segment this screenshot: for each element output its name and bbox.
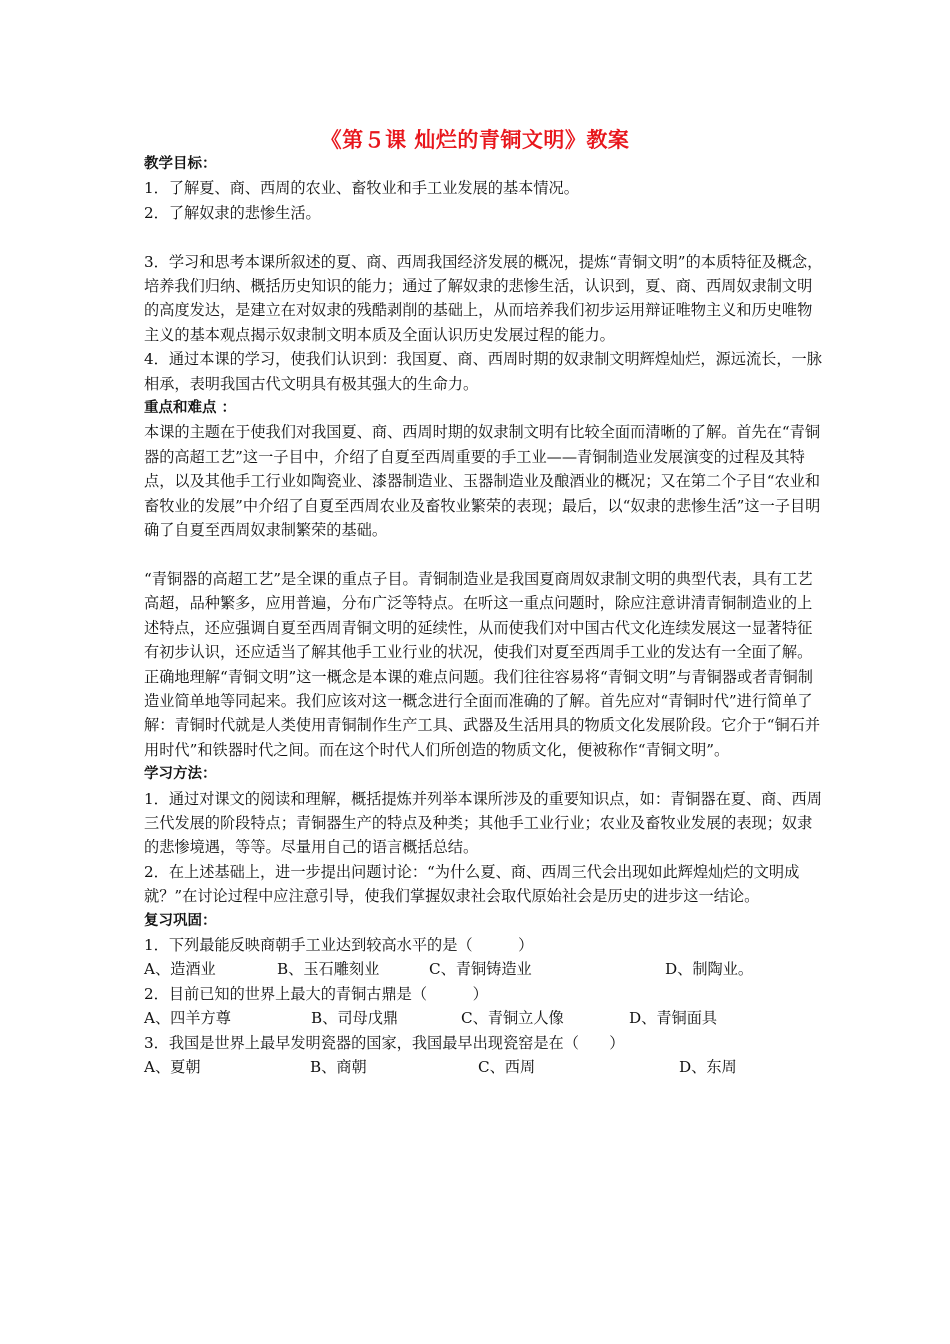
question-stem: 1．下列最能反映商朝手工业达到较高水平的是（ ） (144, 935, 534, 954)
option-c: C、青铜铸造业 (429, 960, 532, 979)
objective-item: 4．通过本课的学习，使我们认识到：我国夏、商、西周时期的奴隶制文明辉煌灿烂，源远流长，一脉相承，表明我国古代文明具有极其强大的生命力。 (144, 350, 822, 393)
question-stem: 2．目前已知的世界上最大的青铜古鼎是（ ） (144, 984, 488, 1003)
page-title: 《第５课 灿烂的青铜文明》教案 (320, 128, 630, 152)
option-a: A、造酒业 (144, 960, 216, 979)
key-points-paragraph: 正确地理解“青铜文明”这一概念是本课的难点问题。我们往往容易将“青铜文明”与青铜器或者青铜制造业简单地等同起来。我们应该对这一概念进行全面而准确的了解。首先应对“青铜时代”进行简单了解：青铜时代就是人类使用青铜制作生产工具、武器及生活用具的物质文化发展阶段。它介于“铜石并用时代”和铁器时代之间。而在这个时代人们所创造的物质文化，便被称作“青铜文明”。 (144, 667, 821, 759)
method-item: 2．在上述基础上，进一步提出问题讨论：“为什么夏、商、西周三代会出现如此辉煌灿烂的文明成就？”在讨论过程中应注意引导，使我们掌握奴隶社会取代原始社会是历史的进步这一结论。 (144, 862, 800, 906)
blank-line (144, 542, 824, 566)
key-points-paragraph: 本课的主题在于使我们对我国夏、商、西周时期的奴隶制文明有比较全面而清晰的了解。首先在“青铜器的高超工艺”这一子目中，介绍了自夏至西周重要的手工业——青铜制造业发展演变的过程及其特点，以及其他手工行业如陶瓷业、漆器制造业、玉器制造业及酿酒业的概况；又在第二个子目“农业和畜牧业的发展”中介绍了自夏至西周农业及畜牧业繁荣的表现；最后，以“奴隶的悲惨生活”这一子目明确了自夏至西周奴隶制繁荣的基础。 (144, 423, 821, 540)
option-d: D、青铜面具 (629, 1009, 718, 1028)
objective-item: 2．了解奴隶的悲惨生活。 (144, 203, 321, 222)
question-stem: 3．我国是世界上最早发明瓷器的国家，我国最早出现瓷窑是在（ ） (144, 1033, 625, 1052)
option-b: B、商朝 (310, 1058, 367, 1076)
question-options (144, 1055, 824, 1079)
document-body (144, 152, 824, 1079)
option-b: B、司母戊鼎 (311, 1009, 399, 1028)
objectives-heading: 教学目标： (144, 156, 217, 172)
key-points-heading: 重点和难点 ： (144, 400, 237, 417)
methods-heading: 学习方法： (144, 766, 217, 783)
review-heading: 复习巩固： (144, 912, 217, 929)
objective-item: 1．了解夏、商、西周的农业、畜牧业和手工业发展的基本情况。 (144, 179, 579, 198)
option-a: A、四羊方尊 (144, 1009, 231, 1028)
option-d: D、制陶业。 (665, 960, 754, 979)
option-c: C、青铜立人像 (461, 1009, 564, 1028)
option-c: C、西周 (478, 1058, 536, 1076)
blank-line (144, 225, 824, 249)
question-options (144, 957, 824, 981)
key-points-paragraph: “青铜器的高超工艺”是全课的重点子目。青铜制造业是我国夏商周奴隶制文明的典型代表，具有工艺高超，品种繁多，应用普遍，分布广泛等特点。在听这一重点问题时，除应注意讲清青铜制造业的上述特点，还应强调自夏至西周青铜文明的延续性，从而使我们对中国古代文化连续发展这一显著特征有初步认识，还应适当了解其他手工业行业的状况，使我们对夏至西周手工业的发达有一全面了解。 (144, 569, 813, 662)
question-options (144, 1006, 824, 1030)
objective-item: 3．学习和思考本课所叙述的夏、商、西周我国经济发展的概况，提炼“青铜文明”的本质特征及概念，培养我们归纳、概括历史知识的能力；通过了解奴隶的悲惨生活，认识到，夏、商、西周奴隶制文明的高度发达，是建立在对奴隶的残酷剥削的基础上，从而培养我们初步运用辩证唯物主义和历史唯物主义的基本观点揭示奴隶制文明本质及全面认识历史发展过程的能力。 (144, 252, 823, 344)
method-item: 1．通过对课文的阅读和理解，概括提炼并列举本课所涉及的重要知识点，如：青铜器在夏、商、西周三代发展的阶段特点；青铜器生产的特点及种类；其他手工业行业；农业及畜牧业发展的表现；奴隶的悲惨境遇，等等。尽量用自己的语言概括总结。 (144, 789, 822, 857)
option-d: D、东周 (679, 1058, 737, 1076)
option-a: A、夏朝 (144, 1058, 201, 1076)
option-b: B、玉石雕刻业 (277, 960, 380, 979)
